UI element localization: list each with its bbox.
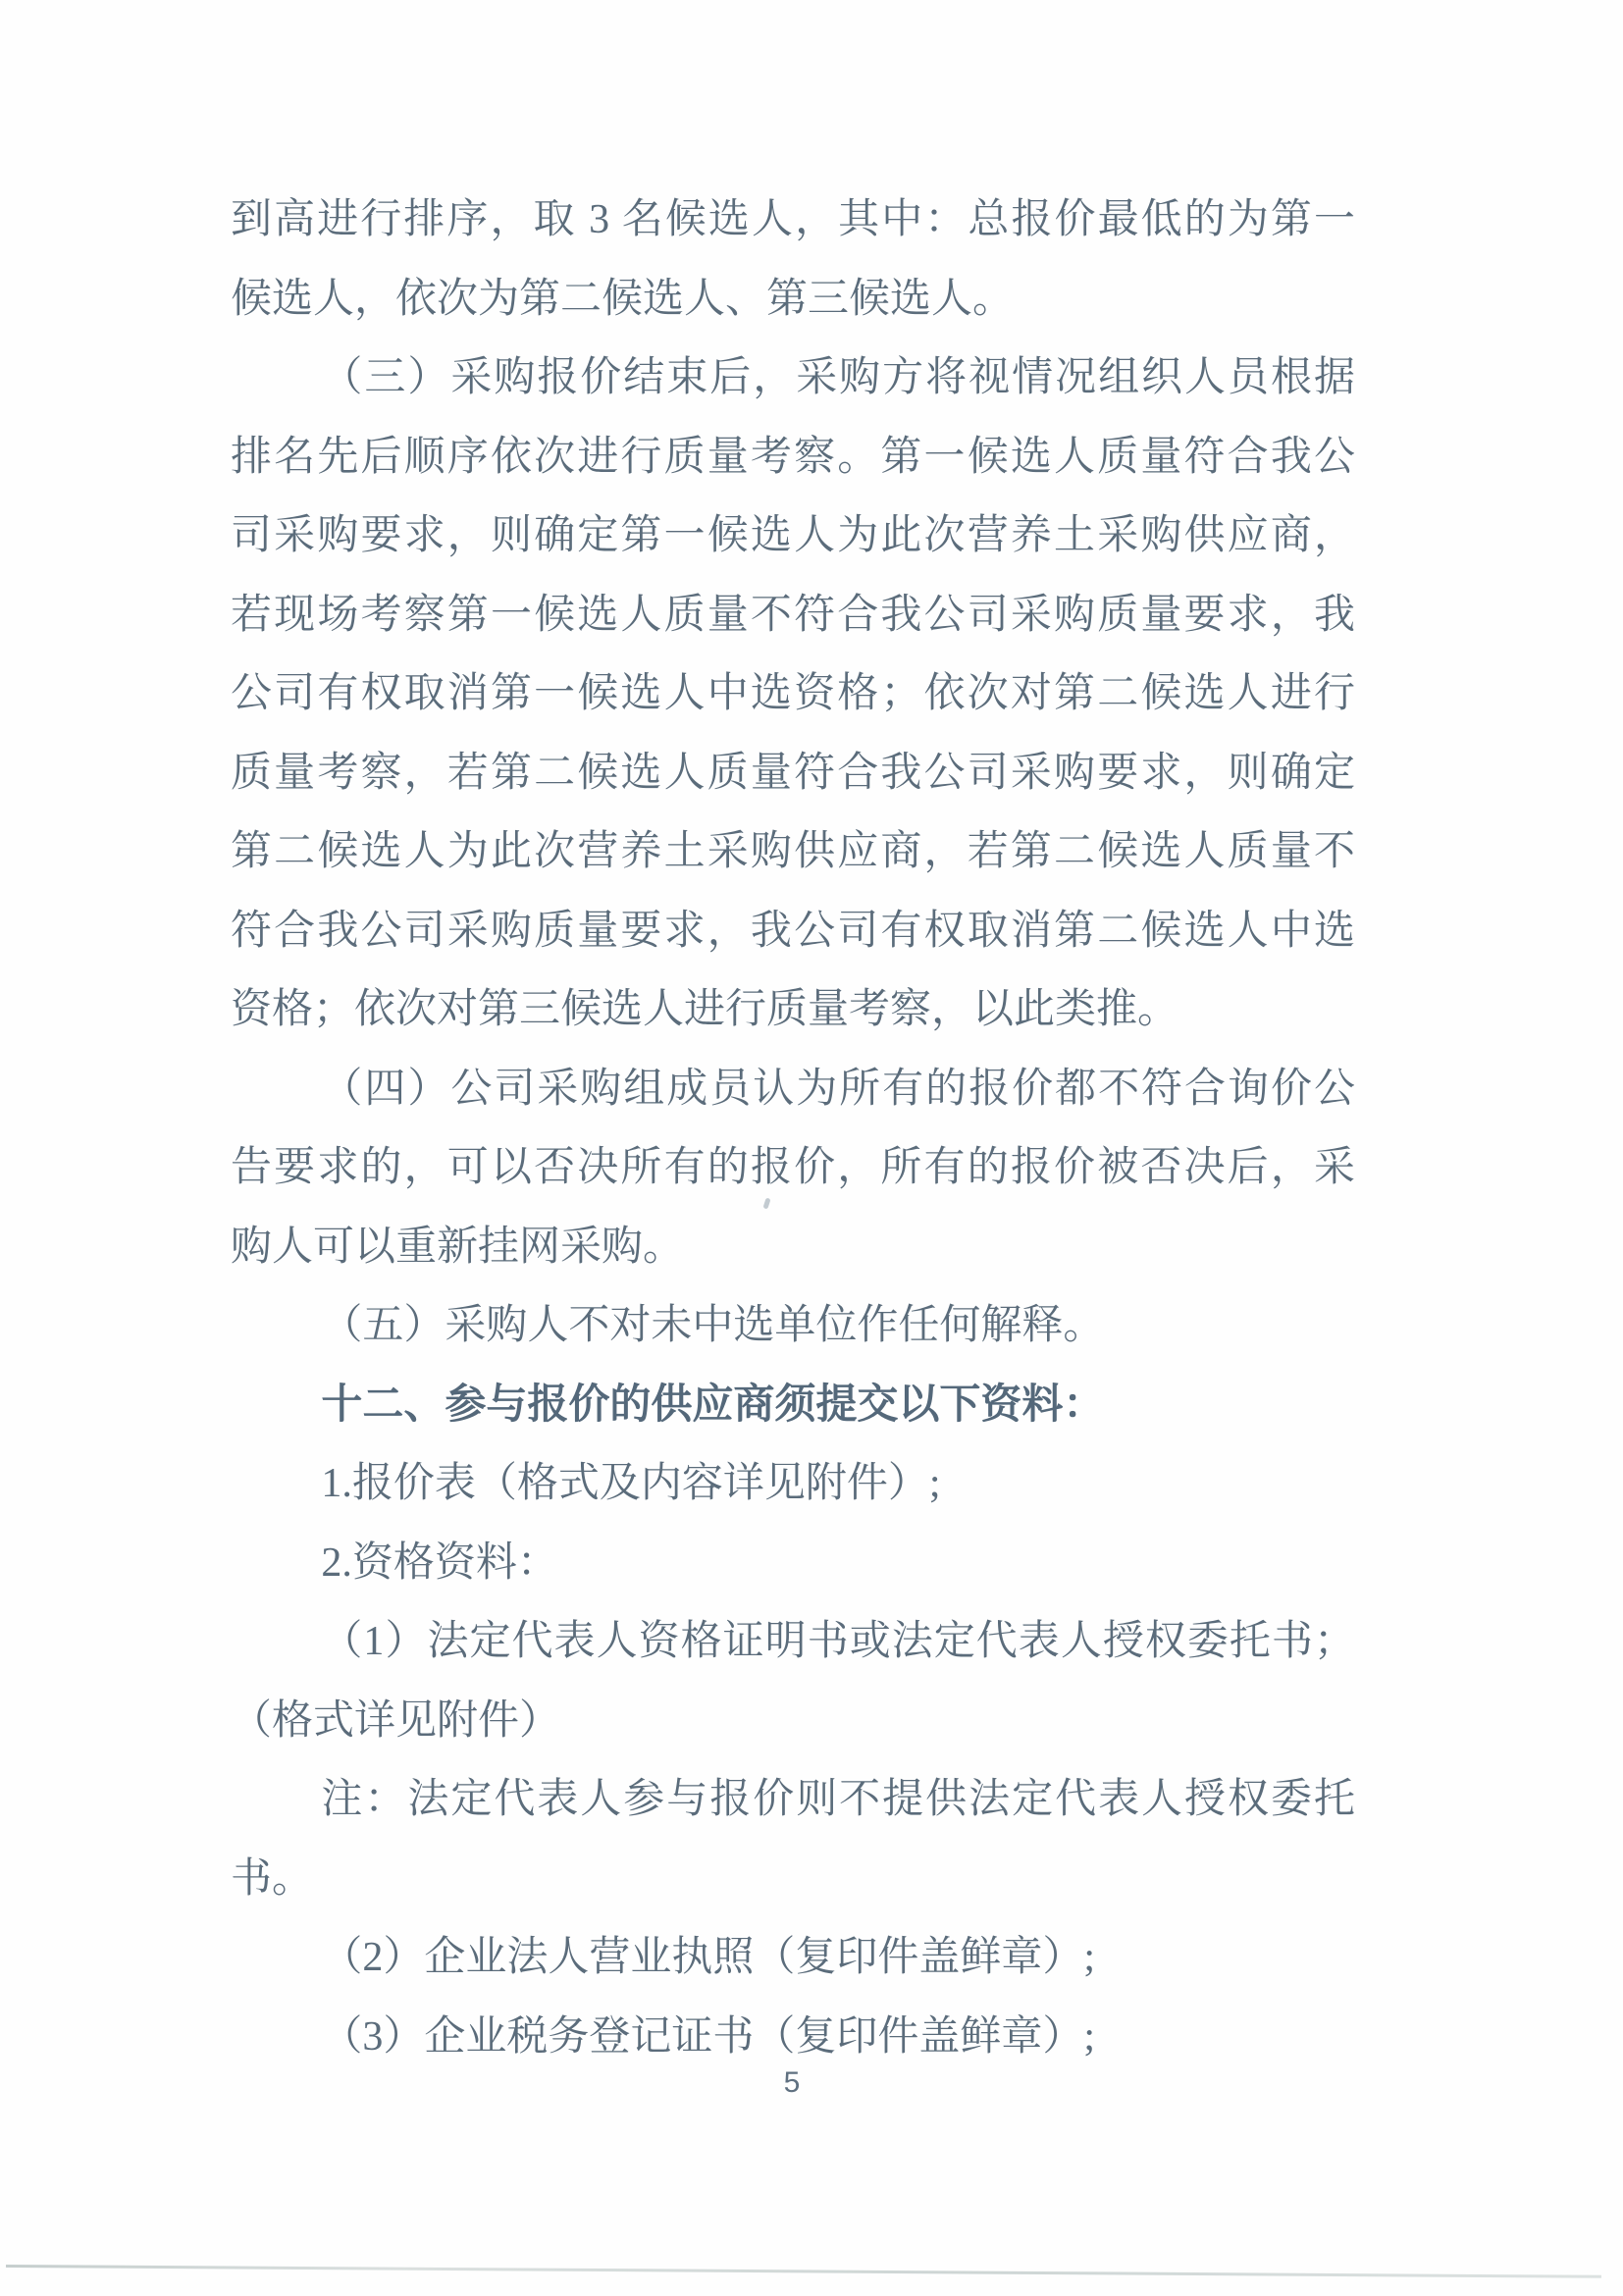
text-line: 2.资格资料： [321,1539,558,1586]
section-heading: 十二、参与报价的供应商须提交以下资料： [321,1382,1105,1428]
text-line: （四）公司采购组成员认为所有的报价都不符合询价公 [321,1066,1355,1112]
text-line: （五）采购人不对未中选单位作任何解释。 [321,1303,1105,1348]
text-line: 第二候选人为此次营养土采购供应商，若第二候选人质量不 [231,829,1355,874]
text-line: 注：法定代表人参与报价则不提供法定代表人授权委托 [321,1777,1355,1822]
text-line: 若现场考察第一候选人质量不符合我公司采购质量要求，我 [231,592,1355,638]
text-line: 1.报价表（格式及内容详见附件）; [321,1461,941,1506]
text-line: 资格；依次对第三候选人进行质量考察，以此类推。 [231,987,1179,1032]
text-line: 司采购要求，则确定第一候选人为此次营养土采购供应商， [231,513,1355,558]
text-line: 符合我公司采购质量要求，我公司有权取消第二候选人中选 [231,908,1355,954]
scan-line-artifact [6,2265,1601,2278]
text-line: 书。 [231,1855,314,1902]
text-line: 购人可以重新挂网采购。 [231,1224,685,1270]
text-line: （3）企业税务登记证书（复印件盖鲜章）; [321,2013,1096,2060]
text-line: （1）法定代表人资格证明书或法定代表人授权委托书； [321,1619,1355,1664]
text-line: 候选人，依次为第二候选人、第三候选人。 [231,276,1015,322]
text-line: 公司有权取消第一候选人中选资格；依次对第二候选人进行 [231,671,1355,716]
text-line: （格式详见附件） [231,1697,561,1744]
text-line: （2）企业法人营业执照（复印件盖鲜章）; [321,1935,1096,1980]
text-line: 质量考察，若第二候选人质量符合我公司采购要求，则确定 [231,750,1355,796]
document-body [231,181,1355,2076]
text-line: 到高进行排序，取 3 名候选人，其中：总报价最低的为第一 [231,197,1355,242]
text-line: （三）采购报价结束后，采购方将视情况组织人员根据 [321,355,1355,400]
text-line: 排名先后顺序依次进行质量考察。第一候选人质量符合我公 [231,434,1355,480]
page-number: 5 [783,2066,801,2099]
text-line: 告要求的，可以否决所有的报价，所有的报价被否决后，采 [231,1145,1355,1190]
